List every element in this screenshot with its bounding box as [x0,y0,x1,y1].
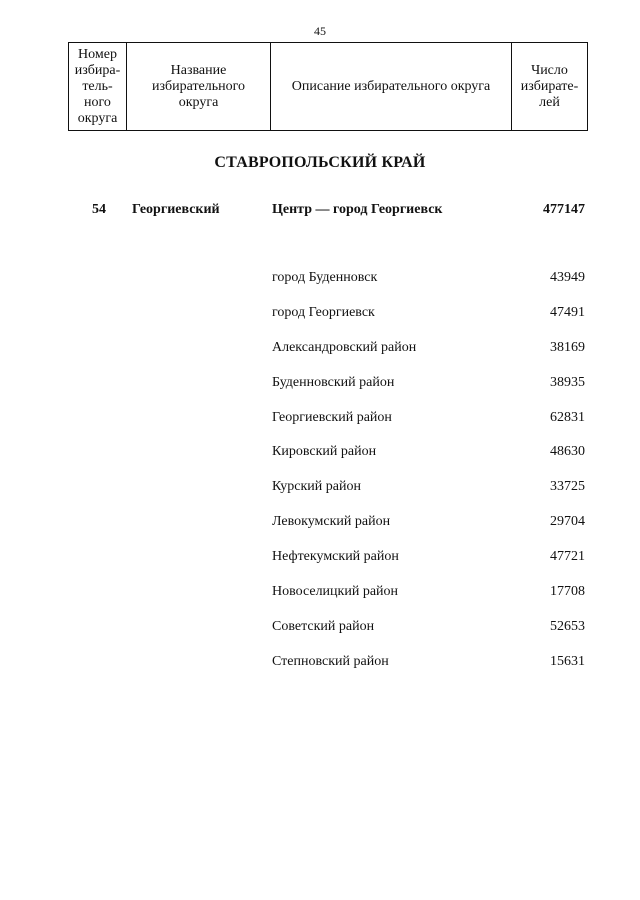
area-name: Александровский район [272,339,417,355]
area-row [0,305,640,340]
area-voters: 33725 [550,479,585,495]
area-voters: 38935 [550,374,585,390]
header-voter-count: Число избирате- лей [512,43,588,131]
area-row [0,549,640,584]
header-district-number: Номер избира- тель- ного округа [69,43,127,131]
area-name: Левокумский район [272,514,391,530]
district-total-voters: 477147 [543,202,585,217]
area-row [0,619,640,654]
district-name: Георгиевский [132,202,220,217]
area-row [0,514,640,549]
area-voters: 62831 [550,409,585,425]
area-name: город Георгиевск [272,304,375,320]
area-voters: 17708 [550,584,585,600]
area-row [0,410,640,445]
area-name: Буденновский район [272,374,395,390]
area-row [0,375,640,410]
area-voters: 15631 [550,653,585,669]
area-row [0,654,640,689]
area-name: Курский район [272,479,361,495]
area-voters: 52653 [550,618,585,634]
area-voters: 48630 [550,444,585,460]
area-voters: 47721 [550,549,585,565]
area-row [0,444,640,479]
area-voters: 38169 [550,339,585,355]
area-voters: 43949 [550,270,585,285]
area-voters: 47491 [550,304,585,320]
area-name: Кировский район [272,444,377,460]
page-number: 45 [314,24,326,38]
area-name: Новоселицкий район [272,584,399,600]
area-name: Нефтекумский район [272,549,399,565]
area-list [0,270,640,689]
area-row [0,270,640,305]
district-center: Центр — город Георгиевск [272,202,443,217]
area-row [0,584,640,619]
district-number: 54 [92,202,106,217]
area-name: Советский район [272,618,375,634]
area-name: город Буденновск [272,270,378,285]
region-title: СТАВРОПОЛЬСКИЙ КРАЙ [214,154,426,171]
header-district-description: Описание избирательного округа [271,43,512,131]
area-name: Степновский район [272,653,389,669]
header-table [68,42,588,131]
header-district-name: Название избирательного округа [127,43,271,131]
header-row [69,43,588,131]
area-voters: 29704 [550,514,585,530]
area-row [0,340,640,375]
area-name: Георгиевский район [272,409,392,425]
area-row [0,479,640,514]
